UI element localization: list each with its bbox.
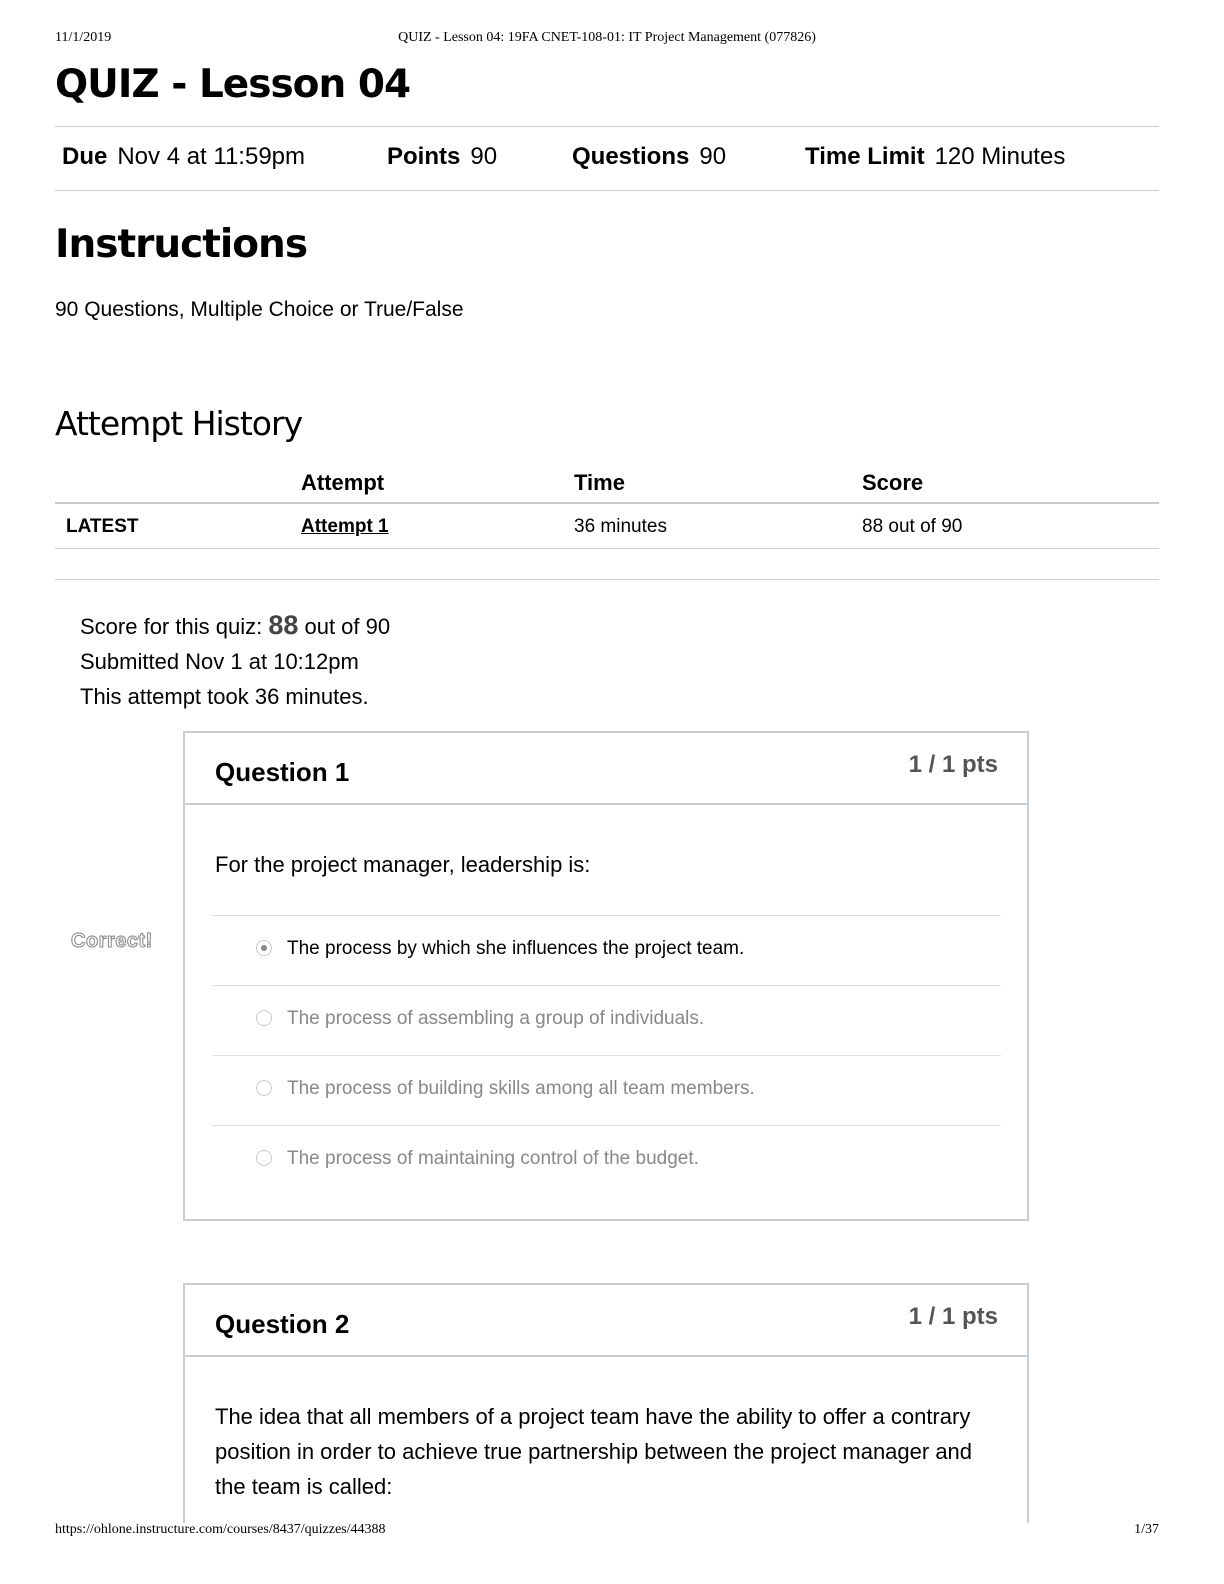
answer-list [213,915,1001,1195]
points-meta [387,143,497,171]
score-line [80,608,390,644]
question-points: 1 / 1 pts [908,1303,998,1330]
page-title: QUIZ - Lesson 04 [55,62,411,107]
questions-value: 90 [699,143,727,170]
answer-option[interactable] [213,1055,1001,1125]
attempt-time: 36 minutes [574,516,667,537]
questions-label: Questions [572,143,690,170]
due-label: Due [62,143,108,170]
due-meta [62,143,305,171]
column-header-time: Time [574,470,625,495]
print-page-number: 1/37 [1134,1522,1159,1537]
question-text: The idea that all members of a project team have the ability to offer a contrary position in order to achieve true partnership between the project manager and the team is called: [215,1404,973,1499]
table-header-divider [55,502,1159,504]
latest-tag: LATEST [66,516,139,537]
answer-option[interactable] [213,1125,1001,1195]
radio-icon[interactable] [256,1080,272,1096]
score-value: 88 [268,610,299,640]
section-divider [55,579,1159,580]
answer-option[interactable] [213,915,1001,985]
question-1 [183,731,1029,1221]
question-header [185,733,1027,805]
attempt-1-link[interactable]: Attempt 1 [301,516,389,537]
radio-icon[interactable] [256,1010,272,1026]
column-header-score: Score [862,470,924,495]
question-title: Question 1 [215,757,350,787]
attempt-history-heading: Attempt History [55,404,303,443]
submitted-line: Submitted Nov 1 at 10:12pm [80,649,359,674]
time-limit-label: Time Limit [805,143,925,170]
answer-label: The process of building skills among all team members. [287,1078,755,1099]
radio-selected-icon[interactable] [256,940,272,956]
answer-label: The process by which she influences the project team. [287,938,745,959]
correct-flag-label: Correct! [71,930,153,952]
instructions-heading: Instructions [55,222,308,267]
table-row-divider [55,548,1159,549]
print-header [55,30,1159,50]
time-limit-value: 120 Minutes [934,143,1066,170]
points-label: Points [387,143,461,170]
time-limit-meta [805,143,1065,171]
question-title: Question 2 [215,1309,350,1339]
print-page-title: QUIZ - Lesson 04: 19FA CNET-108-01: IT Project Management (077826) [398,30,816,45]
print-footer [55,1522,1159,1542]
question-text: For the project manager, leadership is: [215,852,591,877]
score-prefix: Score for this quiz: [80,614,263,639]
meta-top-divider [55,126,1159,127]
points-value: 90 [470,143,498,170]
quiz-meta [62,143,1152,175]
column-header-attempt: Attempt [301,470,385,495]
attempt-score: 88 out of 90 [862,516,963,537]
print-date: 11/1/2019 [55,30,112,45]
answer-label: The process of maintaining control of the budget. [287,1148,699,1169]
instructions-text: 90 Questions, Multiple Choice or True/False [55,298,464,321]
duration-line: This attempt took 36 minutes. [80,684,369,709]
question-2 [183,1283,1029,1523]
question-header [185,1285,1027,1357]
question-points: 1 / 1 pts [908,751,998,778]
answer-option[interactable] [213,985,1001,1055]
print-url: https://ohlone.instructure.com/courses/8437/quizzes/44388 [55,1522,386,1537]
radio-icon[interactable] [256,1150,272,1166]
answer-label: The process of assembling a group of individuals. [287,1008,705,1029]
correct-flag [55,920,185,964]
meta-bottom-divider [55,190,1159,191]
questions-meta [572,143,726,171]
due-value: Nov 4 at 11:59pm [117,143,306,170]
quiz-summary [80,608,390,714]
score-suffix: out of 90 [304,614,391,639]
